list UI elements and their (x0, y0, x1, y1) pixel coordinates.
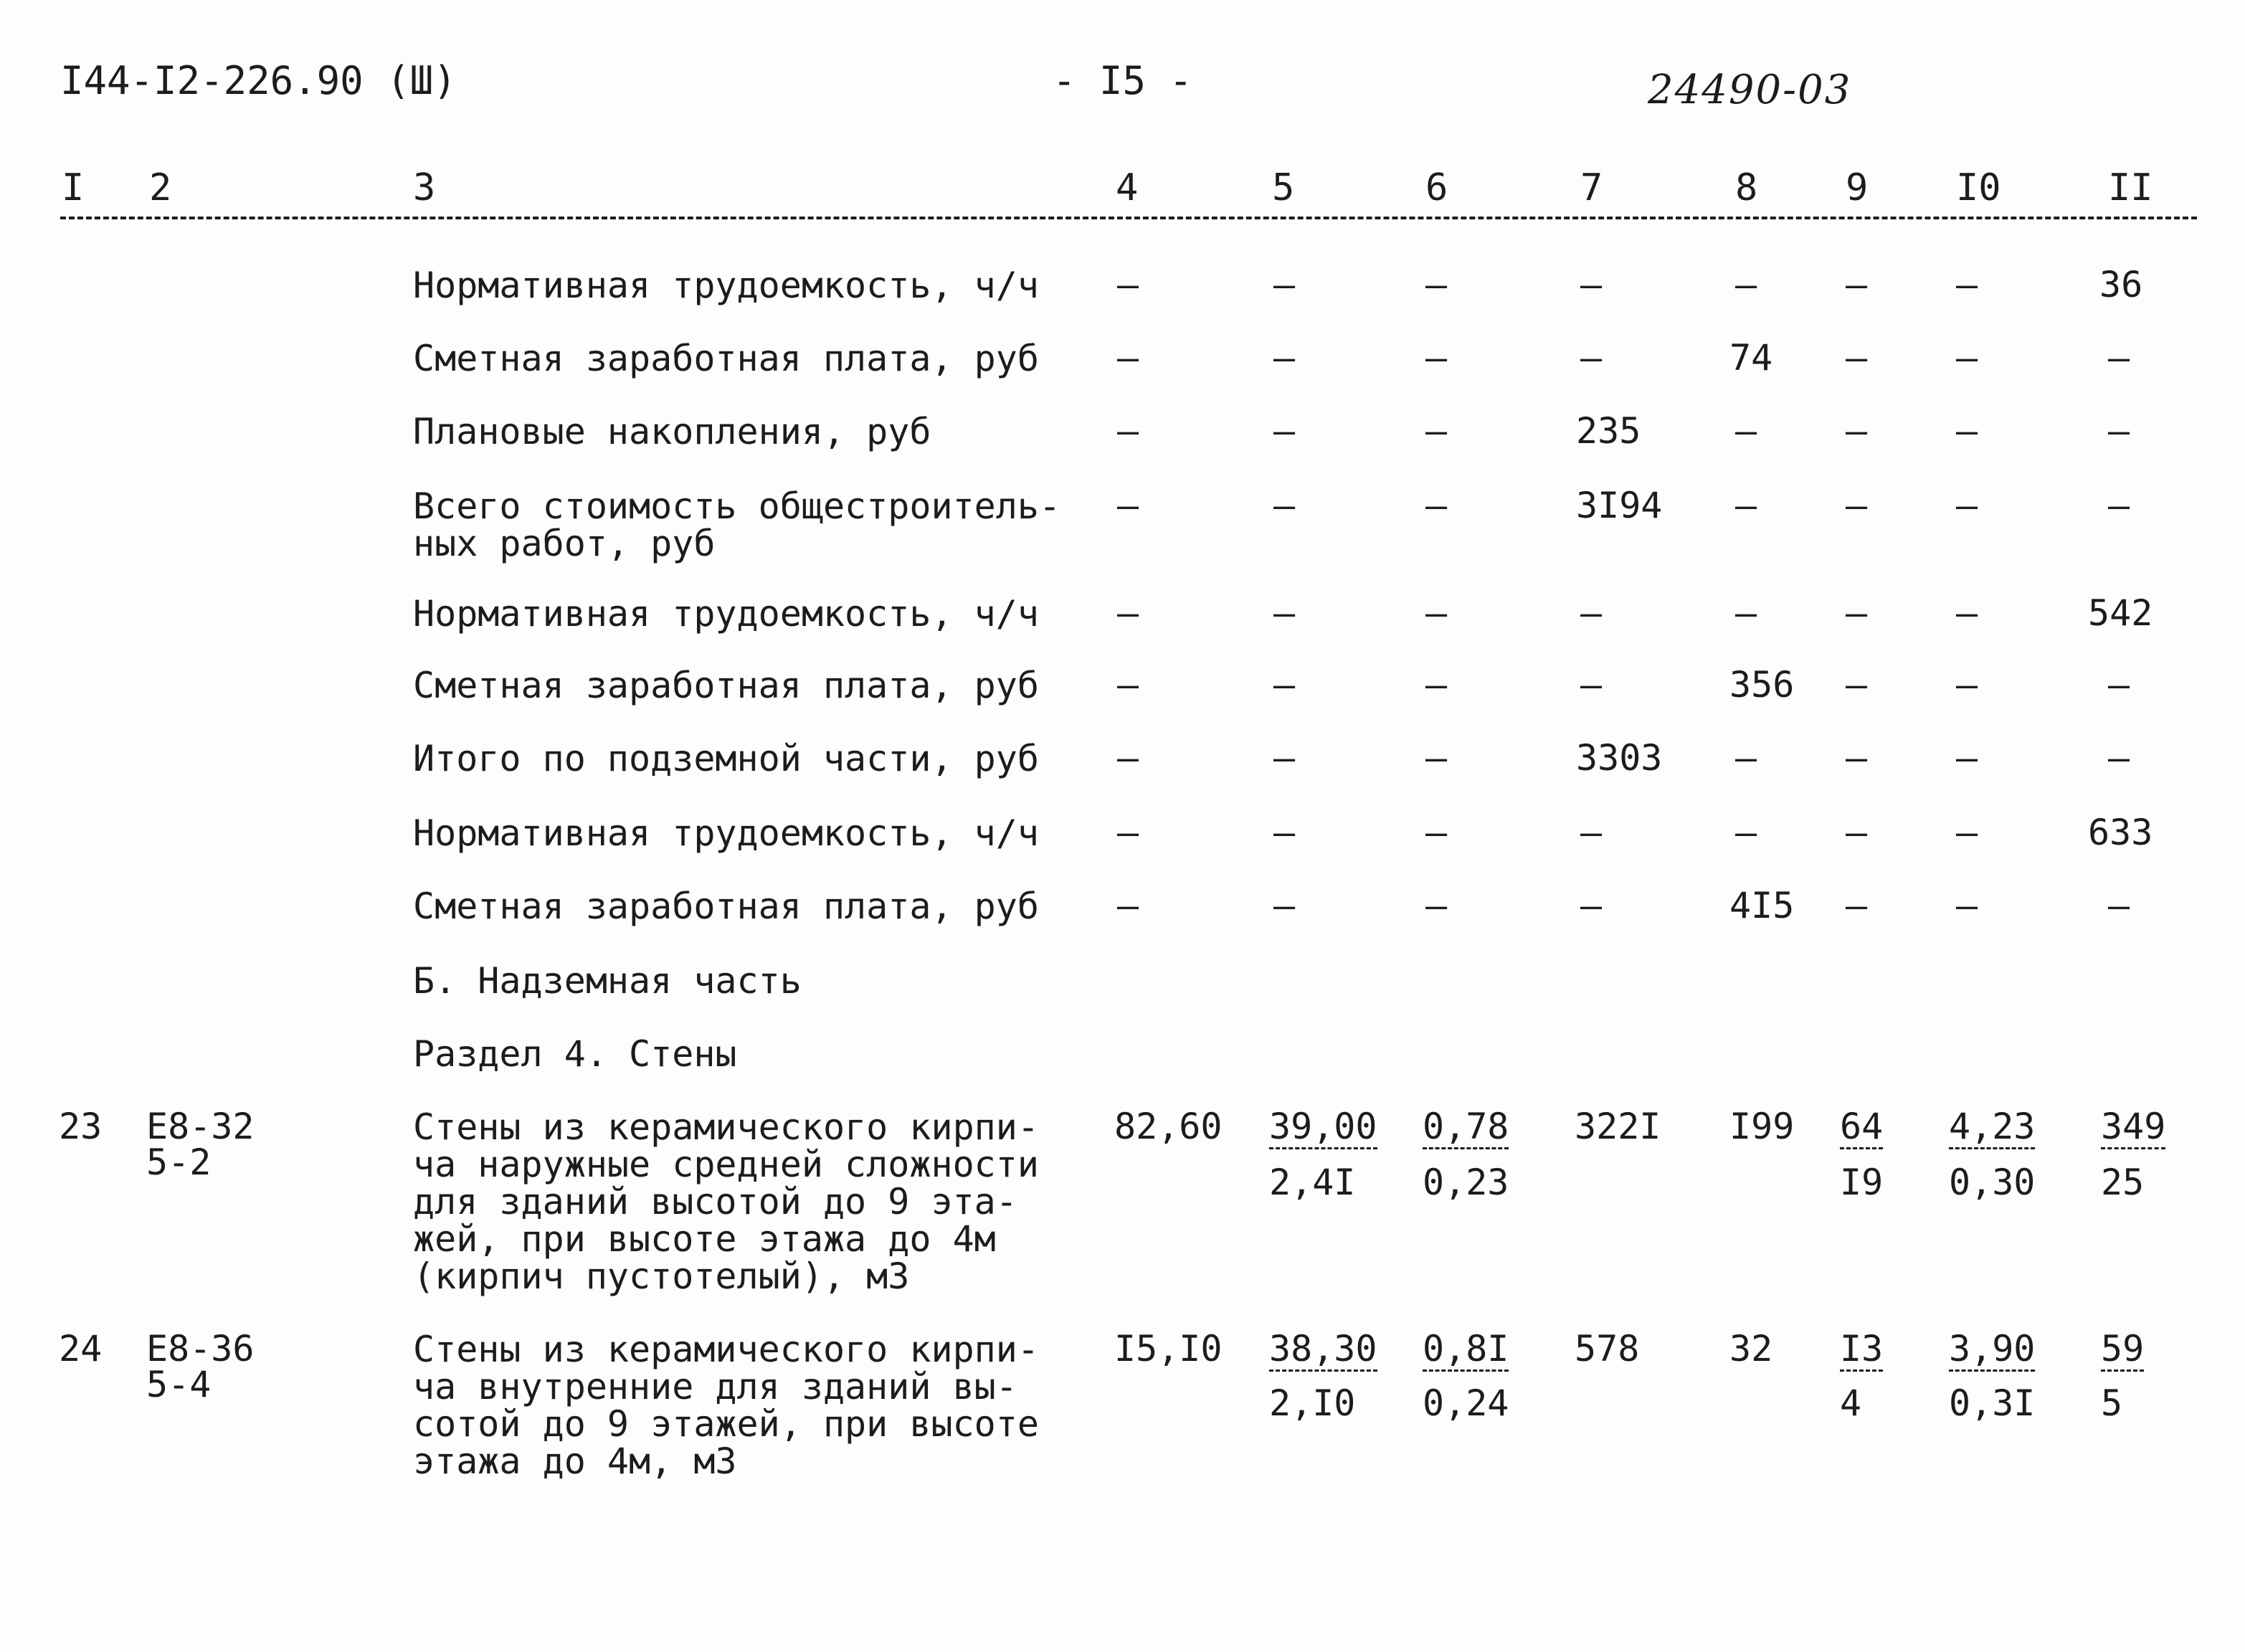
table-cell: – (1580, 885, 1603, 926)
table-cell: – (1425, 264, 1448, 305)
table-cell: 74 (1729, 337, 1773, 379)
table-cell: – (1117, 485, 1139, 526)
table-cell: – (1956, 592, 1978, 634)
table-cell: – (1956, 885, 1978, 926)
table-cell: – (2108, 337, 2130, 379)
table-cell: – (1117, 410, 1139, 452)
table-cell: – (2108, 664, 2130, 706)
table-cell: – (1273, 410, 1296, 452)
table-cell: – (1425, 737, 1448, 779)
fraction-top: 59 (2101, 1331, 2144, 1372)
table-cell: – (1273, 485, 1296, 526)
fraction-bottom: 2,I0 (1269, 1382, 1356, 1424)
fraction-top: I3 (1840, 1331, 1883, 1372)
table-cell: – (2108, 885, 2130, 926)
summary-row-label: Нормативная трудоемкость, ч/ч (413, 265, 1039, 306)
wage-cost: 32 (1729, 1328, 1773, 1369)
table-cell: – (2108, 410, 2130, 452)
fraction-top: 39,00 (1269, 1109, 1377, 1149)
table-cell: – (1117, 885, 1139, 926)
total-cost: 578 (1575, 1328, 1640, 1369)
item-code: Е8-36 (146, 1328, 255, 1369)
table-cell: – (1735, 737, 1757, 779)
table-cell: 235 (1576, 410, 1641, 452)
wage-cost: I99 (1729, 1106, 1795, 1147)
summary-row-label: Нормативная трудоемкость, ч/ч (413, 812, 1039, 854)
table-cell: 542 (2088, 592, 2153, 634)
table-cell: – (1846, 410, 1868, 452)
summary-row-label: Сметная заработная плата, руб (413, 886, 1039, 927)
table-cell: – (1425, 592, 1448, 634)
quantity: I5,I0 (1114, 1328, 1223, 1369)
table-cell: – (1846, 664, 1868, 706)
item-code: Е8-32 (146, 1106, 255, 1147)
table-cell: – (1273, 885, 1296, 926)
fraction-bottom: 0,24 (1423, 1382, 1509, 1424)
table-cell: – (1956, 737, 1978, 779)
table-cell: – (1956, 664, 1978, 706)
header-dashed-rule (60, 217, 2197, 219)
fraction-bottom: 5 (2101, 1382, 2123, 1424)
table-cell: – (1273, 337, 1296, 379)
table-cell: – (1735, 485, 1757, 526)
table-cell: – (1117, 264, 1139, 305)
table-cell: – (1117, 812, 1139, 853)
table-cell: – (2108, 485, 2130, 526)
table-cell: – (1117, 664, 1139, 706)
table-cell: 3I94 (1576, 485, 1663, 526)
item-number: 24 (59, 1328, 103, 1369)
table-cell: – (1580, 264, 1603, 305)
column-number-5: 5 (1272, 166, 1295, 209)
document-code: I44-I2-226.90 (Ш) (60, 58, 457, 103)
table-cell: – (1846, 264, 1868, 305)
table-cell: 3303 (1576, 737, 1663, 779)
fraction-bottom: 25 (2101, 1162, 2145, 1203)
table-cell: – (1735, 264, 1757, 305)
table-cell: – (1425, 885, 1448, 926)
table-cell: – (1117, 592, 1139, 634)
table-cell: – (1117, 337, 1139, 379)
table-cell: – (1735, 592, 1757, 634)
fraction-bottom: 2,4I (1269, 1162, 1356, 1203)
table-cell: – (1273, 264, 1296, 305)
table-cell: – (1425, 812, 1448, 853)
fraction-top: 0,78 (1423, 1109, 1509, 1149)
table-cell: 356 (1729, 664, 1795, 706)
table-cell: – (1273, 664, 1296, 706)
table-cell: – (1956, 337, 1978, 379)
table-cell: – (1846, 812, 1868, 853)
table-cell: – (1425, 337, 1448, 379)
column-number-9: 9 (1846, 166, 1869, 209)
fraction-bottom: 0,30 (1949, 1162, 2036, 1203)
fraction-bottom: I9 (1840, 1162, 1884, 1203)
summary-row-label: Плановые накопления, руб (413, 411, 931, 452)
table-cell: – (1846, 737, 1868, 779)
column-number-3: 3 (413, 166, 436, 209)
table-cell: – (1846, 885, 1868, 926)
summary-row-label: Итого по подземной части, руб (413, 738, 1039, 779)
table-cell: – (1846, 337, 1868, 379)
fraction-top: 38,30 (1269, 1331, 1377, 1372)
item-code-sub: 5-4 (146, 1364, 212, 1405)
fraction-bottom: 0,23 (1423, 1162, 1509, 1203)
column-number-6: 6 (1425, 166, 1448, 209)
fraction-top: 64 (1840, 1109, 1883, 1149)
table-cell: 4I5 (1729, 885, 1795, 926)
item-code-sub: 5-2 (146, 1141, 212, 1183)
column-number-2: 2 (149, 166, 172, 209)
table-cell: – (1273, 812, 1296, 853)
summary-row-label: Сметная заработная плата, руб (413, 665, 1039, 706)
table-cell: – (1956, 410, 1978, 452)
column-number-1: I (62, 166, 85, 209)
section-heading: Б. Надземная часть (413, 960, 802, 1002)
table-cell: – (1425, 410, 1448, 452)
item-number: 23 (59, 1106, 103, 1147)
table-cell: – (1580, 337, 1603, 379)
table-cell: – (1273, 592, 1296, 634)
page-number: - I5 - (1053, 58, 1193, 103)
column-number-4: 4 (1116, 166, 1139, 209)
table-cell: – (1735, 812, 1757, 853)
fraction-top: 349 (2101, 1109, 2165, 1149)
subsection-heading: Раздел 4. Стены (413, 1033, 737, 1075)
handwritten-document-number: 24490-03 (1648, 67, 1852, 113)
summary-row-label: Сметная заработная плата, руб (413, 338, 1039, 379)
table-cell: – (1956, 264, 1978, 305)
summary-row-label: Нормативная трудоемкость, ч/ч (413, 593, 1039, 635)
table-cell: – (1580, 664, 1603, 706)
column-number-7: 7 (1580, 166, 1603, 209)
table-cell: – (1425, 664, 1448, 706)
table-cell: – (1956, 812, 1978, 853)
column-number-10: I0 (1956, 166, 2001, 209)
quantity: 82,60 (1114, 1106, 1223, 1147)
table-cell: – (2108, 737, 2130, 779)
table-cell: – (1273, 737, 1296, 779)
total-cost: 322I (1575, 1106, 1661, 1147)
summary-row-label: Всего стоимость общестроитель- ных работ, руб (413, 485, 1061, 564)
table-cell: 633 (2088, 812, 2153, 853)
fraction-bottom: 4 (1840, 1382, 1862, 1424)
table-cell: – (1117, 737, 1139, 779)
table-cell: – (1580, 812, 1603, 853)
table-cell: 36 (2099, 264, 2143, 305)
fraction-top: 0,8I (1423, 1331, 1509, 1372)
column-number-8: 8 (1735, 166, 1758, 209)
item-description: Стены из керамического кирпи- ча наружные средней сложности для зданий высотой до 9 эта- жей, при высоте этажа до 4м (кирпич пустотелый), м3 (413, 1106, 1039, 1297)
fraction-top: 4,23 (1949, 1109, 2035, 1149)
table-cell: – (1956, 485, 1978, 526)
table-cell: – (1580, 592, 1603, 634)
item-description: Стены из керамического кирпи- ча внутренние для зданий вы- сотой до 9 этажей, при высоте этажа до 4м, м3 (413, 1329, 1039, 1482)
table-cell: – (1735, 410, 1757, 452)
table-cell: – (1846, 485, 1868, 526)
table-cell: – (1846, 592, 1868, 634)
fraction-top: 3,90 (1949, 1331, 2035, 1372)
column-number-11: II (2108, 166, 2153, 209)
table-cell: – (1425, 485, 1448, 526)
fraction-bottom: 0,3I (1949, 1382, 2036, 1424)
